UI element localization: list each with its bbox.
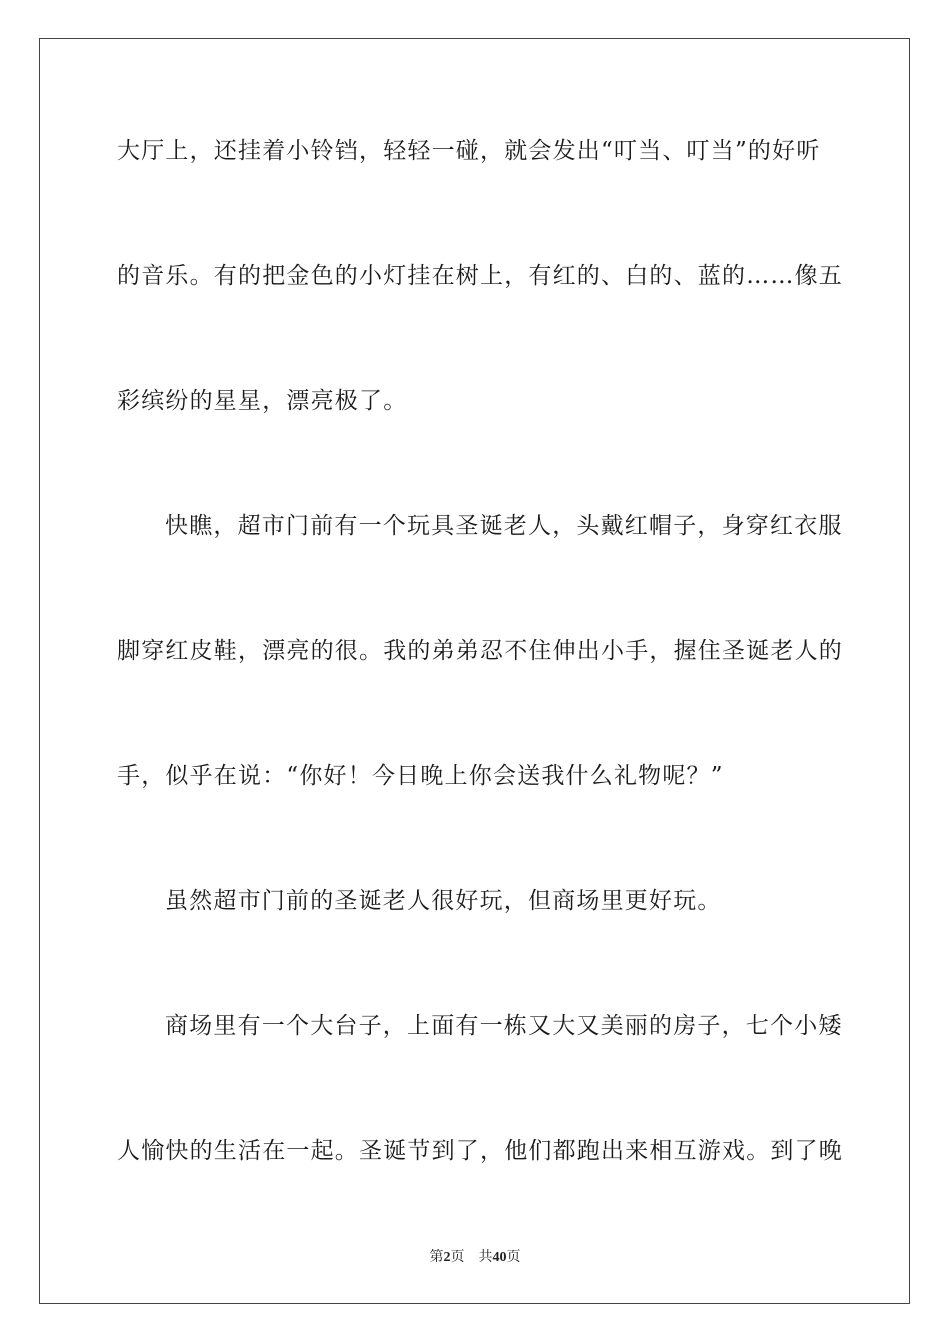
- total-prefix: 共: [478, 1249, 493, 1265]
- paragraph-line: 手，似乎在说：“你好！今日晚上你会送我什么礼物呢？”: [117, 763, 724, 789]
- page-number: 2: [443, 1250, 451, 1265]
- total-suffix: 页: [506, 1249, 521, 1265]
- total-pages: 40: [492, 1250, 507, 1265]
- paragraph-line: 脚穿红皮鞋，漂亮的很。我的弟弟忍不住伸出小手，握住圣诞老人的: [117, 638, 843, 664]
- page-border: [39, 38, 910, 1304]
- paragraph-line: 大厅上，还挂着小铃铛，轻轻一碰，就会发出“叮当、叮当”的好听: [117, 138, 821, 164]
- page-prefix: 第: [429, 1249, 444, 1265]
- page-footer: [0, 1248, 950, 1267]
- paragraph-first-line: 虽然超市门前的圣诞老人很好玩，但商场里更好玩。: [165, 888, 722, 914]
- paragraph-line: 的音乐。有的把金色的小灯挂在树上，有红的、白的、蓝的……像五: [117, 263, 843, 289]
- paragraph-line: 人愉快的生活在一起。圣诞节到了，他们都跑出来相互游戏。到了晚: [117, 1138, 843, 1164]
- paragraph-first-line: 商场里有一个大台子，上面有一栋又大又美丽的房子，七个小矮: [165, 1013, 843, 1039]
- paragraph-line: 彩缤纷的星星，漂亮极了。: [117, 388, 408, 414]
- page-suffix: 页: [450, 1249, 465, 1265]
- paragraph-first-line: 快瞧，超市门前有一个玩具圣诞老人，头戴红帽子，身穿红衣服: [165, 513, 843, 539]
